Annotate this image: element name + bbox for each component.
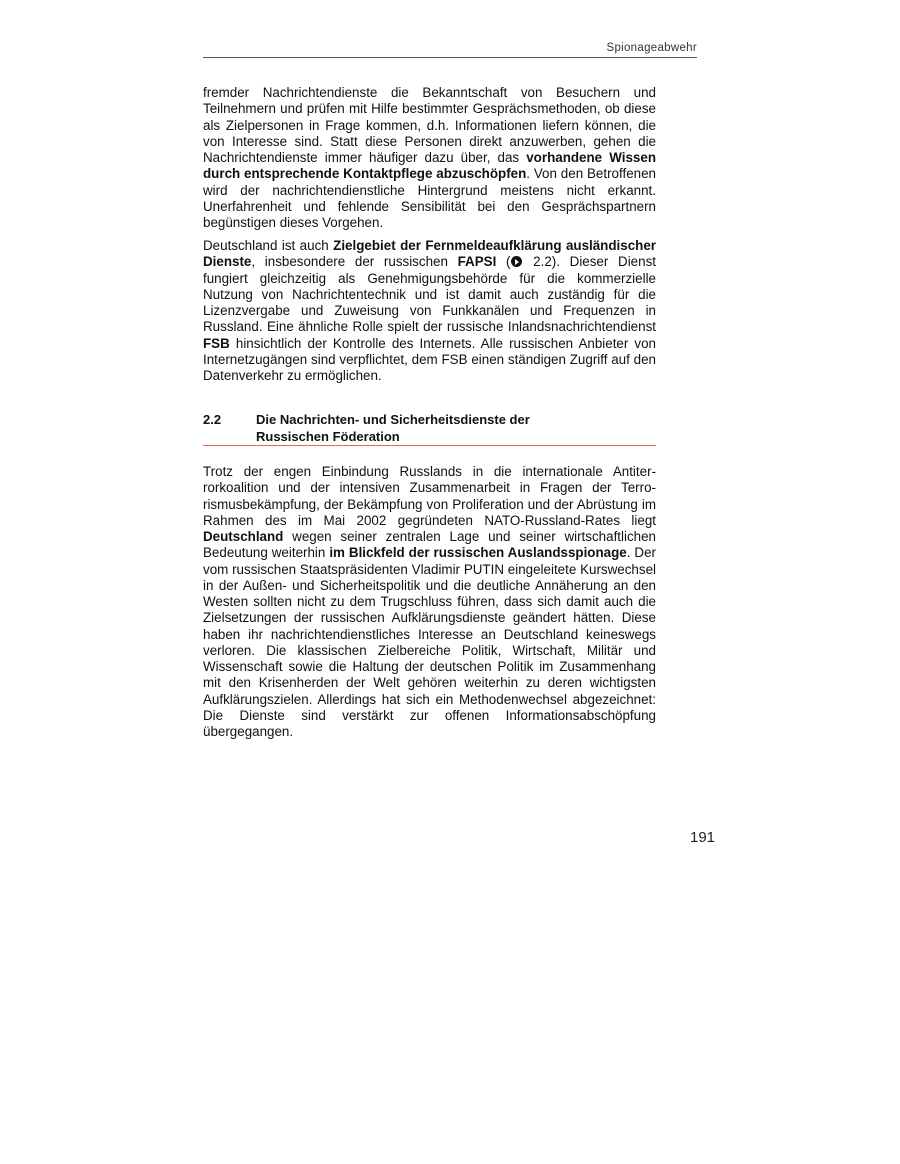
running-header xyxy=(203,41,697,58)
section-heading xyxy=(203,411,656,446)
bold-emphasis-fapsi: FAPSI xyxy=(457,254,497,270)
section-title-line: Russischen Föderation xyxy=(256,429,400,444)
bold-emphasis: vorhandene Wissen durch entsprechende Kontaktpflege abzuschöpfen xyxy=(203,150,656,182)
bold-emphasis-deutschland: Deutschland xyxy=(203,529,284,544)
paragraph-signals-intelligence xyxy=(203,238,656,384)
text-run: Deutschland ist auch xyxy=(203,238,334,253)
page-number: 191 xyxy=(690,829,716,846)
cross-reference-arrow-icon xyxy=(511,256,522,267)
section-title xyxy=(256,411,646,445)
cross-reference-target: 2.2 xyxy=(523,254,552,270)
text-run: fremder Nachrichtendienste die Bekanntschaft von Besuchern und Teilnehmern und prüfen mit Hilfe bestimmter Gesprächsmethoden, ob diese als Zielpersonen in Frage kommen, d.h. Informationen liefern können, die von Interesse sind. Statt diese Personen direkt anzuwerben, gehen die Nachrichtendienste immer häufiger dazu über, das xyxy=(203,85,656,165)
bold-emphasis-fsb: FSB xyxy=(203,335,230,351)
paragraph-russian-espionage xyxy=(203,464,656,740)
text-run: wegen seiner zentralen Lage und seiner wirtschaftlichen Bedeutung weiterhin xyxy=(203,529,656,561)
section-title-line: Die Nachrichten- und Sicherheitsdienste der xyxy=(256,412,530,427)
text-run: Trotz der engen Einbindung Russlands in die internationale Antiterrorkoalition und der intensiven Zusammenarbeit in Fragen der Terrorismusbekämpfung, der Bekämpfung von Proliferation und der Abrüstung im Rahmen des im Mai 2002 gegründeten NATO-Russland-Rates liegt xyxy=(203,464,656,528)
text-run: hinsichtlich der Kontrolle des Internets. Alle russischen Anbieter von Internetzugängen sind verpflichtet, dem FSB einen ständigen Zugriff auf den Datenverkehr zu ermöglichen. xyxy=(203,335,656,383)
bold-emphasis: Zielgebiet der Fernmeldeaufklärung ausländischer Dienste xyxy=(203,238,656,270)
text-run: ). Dieser Dienst fungiert gleichzeitig als Genehmigungsbehörde für die kommerzielle Nutzung von Nachrichtentechnik und ist damit auch zuständig für die Lizenzvergabe und Zuweisung von Funkkanälen und Frequenzen in Russland. Eine ähnliche Rolle spielt der russische Inlandsnachrichtendienst xyxy=(203,254,656,335)
section-number: 2.2 xyxy=(203,412,222,427)
text-run: . Der vom russischen Staatspräsidenten Vladimir PUTIN eingeleitete Kurswechsel in der Außen- und Sicherheitspolitik und die deutliche Annäherung an den Westen sollten nicht zu dem Trugschluss führen, dass sich damit auch die Zielsetzungen der russischen Aufklärungsdienste geändert hätten. Diese haben ihr nachrichtendienstliches Interesse an Deutschland keineswegs verloren. Die klassischen Zielbereiche Politik, Wirtschaft, Militär und Wissenschaft sowie die Haltung der deutschen Politik im Zusammenhang mit den Krisenherden der Welt gehören weiterhin zu deren wichtigsten Aufklärungszielen. Allerdings hat sich ein Methodenwechsel abgezeichnet: Die Dienste sind verstärkt zur offenen Informationsabschöpfung übergegangen. xyxy=(203,545,656,739)
bold-emphasis: im Blickfeld der russischen Auslandsspionage xyxy=(329,545,627,561)
running-title: Spionageabwehr xyxy=(606,42,697,54)
text-run: , insbesondere der russischen xyxy=(251,254,458,270)
paragraph-contact-exploitation xyxy=(203,85,656,231)
text-run: ( xyxy=(496,254,511,270)
text-run: . Von den Betroffenen wird der nachrichtendienstliche Hintergrund meistens nicht erkannt. Unerfahrenheit und fehlende Sensibilität bei den Gesprächspartnern begünstigen dieses Vorgehen. xyxy=(203,166,656,230)
